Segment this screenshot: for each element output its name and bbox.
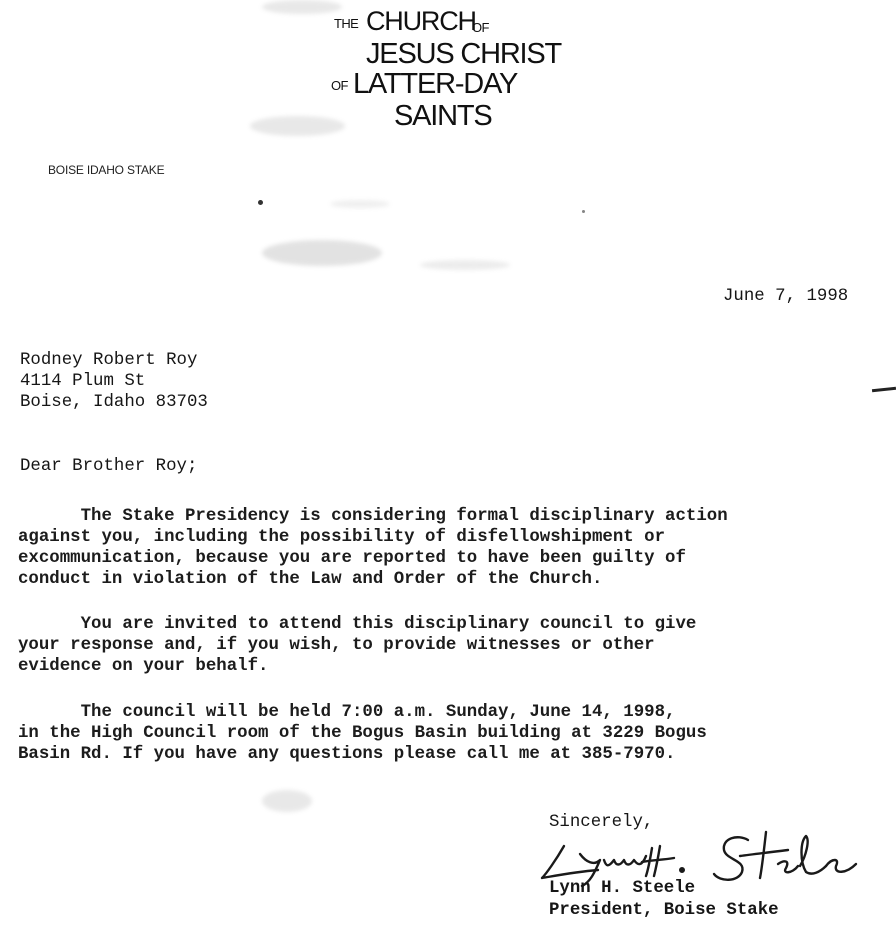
letterhead-of-prefix: OF [331, 78, 348, 93]
church-letterhead [296, 6, 586, 132]
scan-smudge [330, 200, 390, 208]
paragraph-line: against you, including the possibility of disfellowshipment or [18, 528, 666, 547]
scan-smudge [262, 790, 312, 812]
paragraph-line: Basin Rd. If you have any questions please call me at 385-7970. [18, 745, 676, 764]
paragraph-1 [18, 506, 728, 590]
paragraph-line: excommunication, because you are reported to have been guilty of [18, 549, 686, 568]
letterhead-latter-day: LATTER-DAY [353, 68, 518, 100]
signer-title: President, Boise Stake [549, 901, 779, 920]
paragraph-2 [18, 614, 696, 677]
recipient-name: Rodney Robert Roy [20, 351, 198, 370]
letterhead-jesus-christ: JESUS CHRIST [366, 38, 562, 70]
letterhead-of: OF [472, 20, 489, 35]
letterhead-saints: SAINTS [394, 100, 492, 132]
recipient-street: 4114 Plum St [20, 372, 146, 391]
letterhead-church: CHURCH [366, 6, 476, 36]
salutation: Dear Brother Roy; [20, 457, 198, 476]
recipient-address [20, 350, 208, 413]
paragraph-line: The council will be held 7:00 a.m. Sunday, June 14, 1998, [18, 703, 676, 722]
paragraph-line: your response and, if you wish, to provide witnesses or other [18, 636, 655, 655]
paragraph-3 [18, 702, 707, 765]
scan-speck [582, 210, 585, 213]
paragraph-line: You are invited to attend this disciplinary council to give [18, 615, 697, 634]
scan-smudge [262, 240, 382, 266]
paragraph-line: The Stake Presidency is considering formal disciplinary action [18, 507, 728, 526]
paragraph-line: in the High Council room of the Bogus Basin building at 3229 Bogus [18, 724, 707, 743]
paragraph-line: evidence on your behalf. [18, 657, 269, 676]
letter-date: June 7, 1998 [723, 287, 849, 306]
paragraph-line: conduct in violation of the Law and Order of the Church. [18, 570, 603, 589]
signer-name: Lynn H. Steele [549, 879, 696, 898]
scan-speck [258, 200, 263, 205]
letterhead-the: THE [334, 16, 359, 31]
closing: Sincerely, [549, 813, 654, 832]
margin-mark [872, 387, 896, 392]
scan-smudge [420, 260, 510, 270]
recipient-city: Boise, Idaho 83703 [20, 393, 208, 412]
stake-name: BOISE IDAHO STAKE [48, 163, 165, 177]
